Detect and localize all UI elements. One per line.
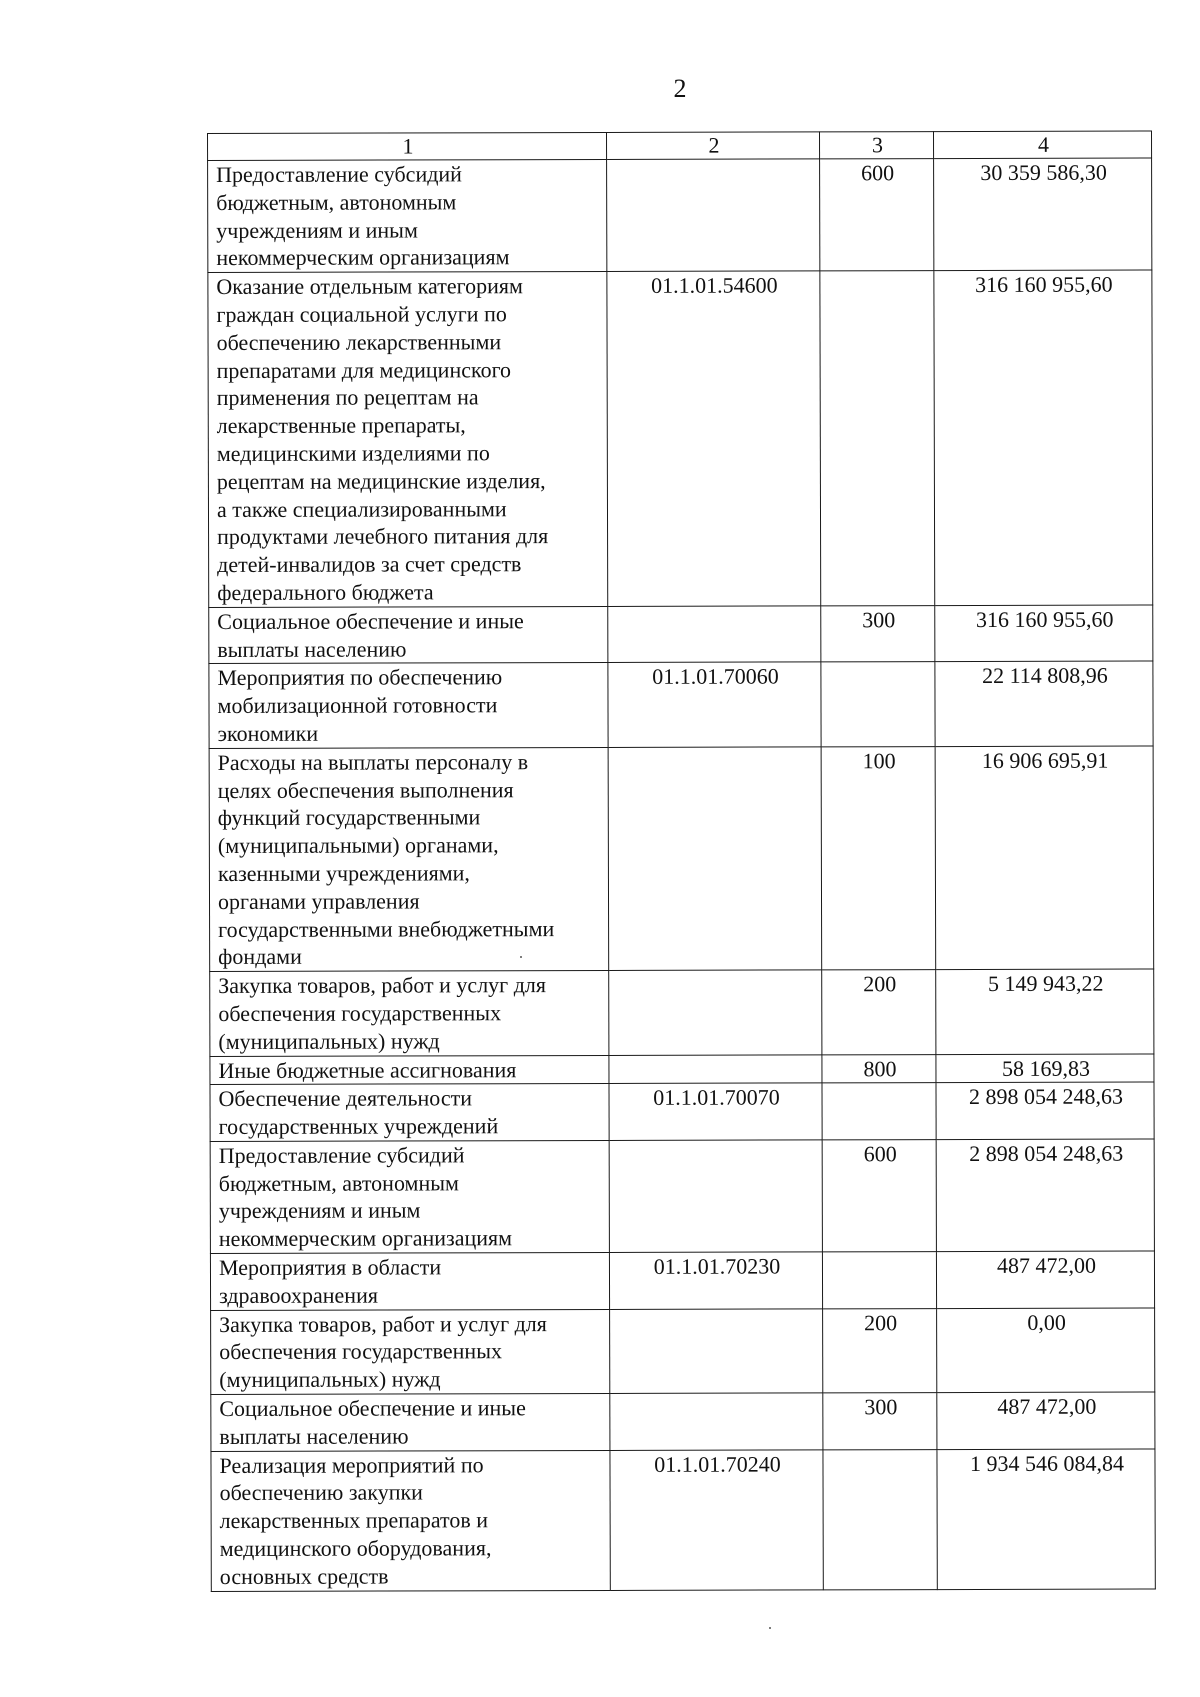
row-code-cell: 01.1.01.70240 (610, 1450, 823, 1591)
row-amount-cell: 2 898 054 248,63 (936, 1139, 1154, 1252)
row-name-cell: Социальное обеспечение и иные выплаты населению (209, 606, 608, 664)
table-row (210, 1139, 1154, 1254)
row-name-cell: Предоставление субсидий бюджетным, автономным учреждениям и иным некоммерческим организациям (210, 1140, 609, 1253)
row-amount-cell: 16 906 695,91 (935, 746, 1154, 970)
row-amount-cell: 487 472,00 (937, 1392, 1155, 1449)
table-row (210, 1251, 1154, 1310)
row-code-cell: 01.1.01.70060 (608, 662, 821, 747)
row-name-cell: Социальное обеспечение и иные выплаты населению (211, 1394, 610, 1452)
row-type-cell (820, 271, 935, 606)
row-amount-cell: 58 169,83 (936, 1054, 1154, 1083)
table-row (211, 1308, 1155, 1395)
row-name-cell: Реализация мероприятий по обеспечению закупки лекарственных препаратов и медицинского оборудования, основных средств (211, 1450, 610, 1591)
row-type-cell: 800 (822, 1054, 936, 1083)
row-name-cell: Обеспечение деятельности государственных учреждений (210, 1084, 609, 1142)
table-row (209, 605, 1153, 664)
scan-speck (769, 1627, 771, 1629)
table-row (208, 158, 1152, 273)
page-number: 2 (673, 74, 687, 103)
row-name-cell: Мероприятия по обеспечению мобилизационной готовности экономики (209, 663, 608, 748)
row-code-cell (609, 1140, 822, 1253)
header-cell: 1 (208, 132, 607, 160)
row-amount-cell: 0,00 (937, 1308, 1155, 1393)
row-type-cell: 300 (823, 1393, 937, 1450)
row-name-cell: Иные бюджетные ассигнования (210, 1055, 609, 1085)
row-code-cell (607, 159, 820, 272)
row-type-cell (821, 662, 935, 747)
table-row (211, 1449, 1155, 1591)
row-name-cell: Оказание отдельным категориям граждан социальной услуги по обеспечению лекарственными препаратами для медицинского применения по рецептам на лекарственные препараты, медицинскими изделиями по рецептам на медицинские изделия, а также специализированными продуктами лечебного питания для детей-инвалидов за счет средств федерального бюджета (208, 272, 608, 608)
row-type-cell: 300 (821, 605, 935, 662)
row-amount-cell: 2 898 054 248,63 (936, 1082, 1154, 1139)
table-header-row (208, 131, 1152, 160)
row-name-cell: Мероприятия в области здравоохранения (210, 1253, 609, 1311)
row-code-cell: 01.1.01.70070 (609, 1083, 822, 1140)
row-code-cell: 01.1.01.70230 (609, 1252, 822, 1309)
row-name-cell: Закупка товаров, работ и услуг для обеспечения государственных (муниципальных) нужд (210, 971, 609, 1056)
row-name-cell: Предоставление субсидий бюджетным, автономным учреждениям и иным некоммерческим организациям (208, 159, 607, 272)
row-amount-cell: 316 160 955,60 (935, 605, 1153, 662)
row-amount-cell: 22 114 808,96 (935, 661, 1153, 746)
row-code-cell: 01.1.01.54600 (607, 271, 821, 606)
row-code-cell (609, 1054, 822, 1083)
row-amount-cell: 1 934 546 084,84 (937, 1449, 1155, 1590)
table-row (209, 746, 1154, 972)
row-type-cell: 200 (823, 1308, 937, 1393)
budget-table (207, 131, 1156, 1592)
row-code-cell (610, 1393, 823, 1450)
row-amount-cell: 5 149 943,22 (936, 969, 1154, 1054)
row-name-cell: Закупка товаров, работ и услуг для обеспечения государственных (муниципальных) нужд (211, 1309, 610, 1394)
row-code-cell (608, 606, 821, 663)
row-type-cell (822, 1083, 936, 1140)
table-row (210, 969, 1154, 1056)
table-row (210, 1082, 1154, 1141)
row-amount-cell: 487 472,00 (936, 1251, 1154, 1308)
row-type-cell: 200 (822, 970, 936, 1055)
row-amount-cell: 316 160 955,60 (934, 270, 1153, 605)
table-row (209, 661, 1153, 748)
row-type-cell (822, 1252, 936, 1309)
scan-speck (520, 956, 522, 958)
row-code-cell (609, 970, 822, 1055)
header-cell: 4 (933, 131, 1151, 159)
table-row (208, 270, 1153, 607)
row-code-cell (608, 747, 822, 971)
row-name-cell: Расходы на выплаты персоналу в целях обеспечения выполнения функций государственными (муниципальными) органами, казенными учреждениями, органами управления государственными внебюджетными фондами (209, 747, 609, 971)
row-amount-cell: 30 359 586,30 (934, 158, 1152, 271)
row-type-cell: 600 (820, 159, 934, 271)
row-type-cell: 100 (821, 746, 936, 970)
row-type-cell (823, 1449, 937, 1589)
header-cell: 3 (819, 132, 933, 159)
table-row (211, 1392, 1155, 1451)
row-type-cell: 600 (822, 1139, 936, 1251)
row-code-cell (610, 1309, 823, 1394)
header-cell: 2 (606, 132, 819, 160)
table-row (210, 1054, 1154, 1085)
